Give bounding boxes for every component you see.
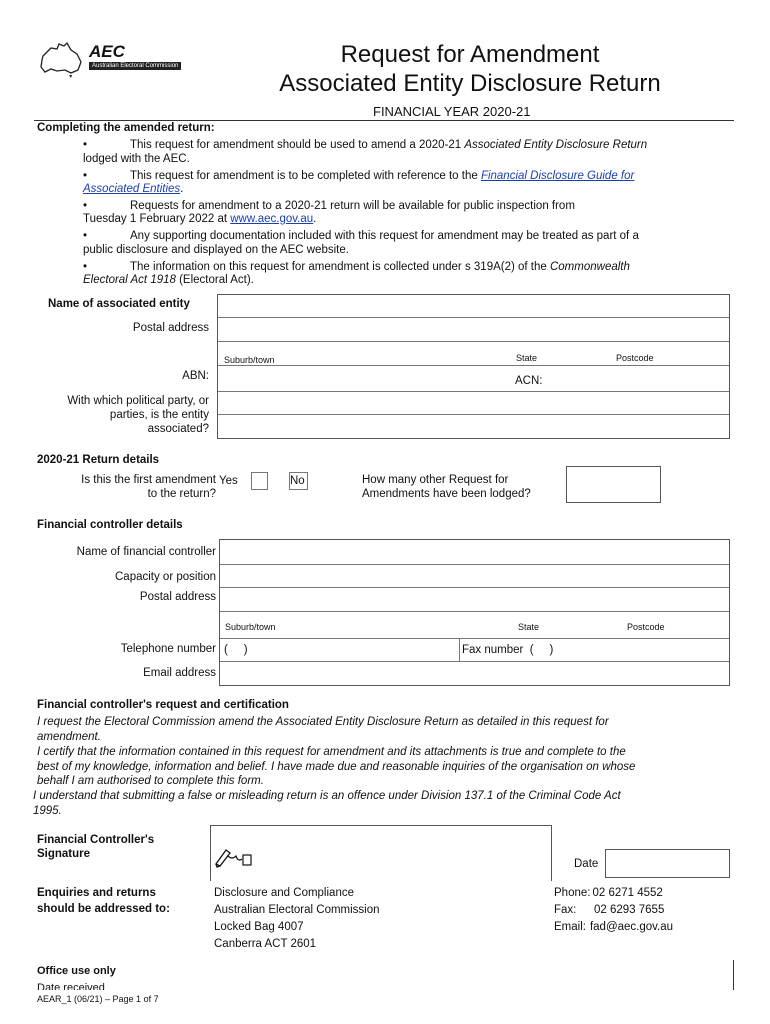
- date-label: Date: [574, 858, 599, 870]
- yes-checkbox[interactable]: [251, 472, 268, 490]
- cert-para-2: [37, 745, 737, 789]
- controller-heading: Financial controller details: [37, 519, 183, 531]
- bullet-4-cont: public disclosure and displayed on the AEC website.: [83, 244, 349, 256]
- acn-label: ACN:: [515, 375, 543, 387]
- bullet-dot: •: [83, 170, 88, 182]
- cert-p2-l2: best of my knowledge, information and belief. I have made due and reasonable inquiries of the organisation on whose: [37, 760, 636, 773]
- party-label-l1: With which political party, or: [67, 395, 209, 407]
- party-label-l3: associated?: [147, 423, 209, 435]
- signature-field[interactable]: [210, 825, 552, 881]
- title-line2: Associated Entity Disclosure Return: [279, 70, 661, 97]
- phone-value: 02 6271 4552: [592, 887, 663, 899]
- page-title: [240, 40, 700, 98]
- b4-text: Any supporting documentation included with this request for amendment may be treated as part of a: [130, 230, 639, 242]
- no-checkbox[interactable]: [289, 472, 308, 490]
- fax-row: [554, 902, 673, 919]
- b5-italic2: Electoral Act 1918: [83, 274, 176, 286]
- controller-name-label: Name of financial controller: [76, 546, 216, 558]
- state-label: State: [516, 353, 538, 363]
- bullet-dot: •: [83, 230, 88, 242]
- bullet-dot: •: [83, 139, 88, 151]
- b2-end: .: [180, 183, 184, 195]
- aec-website-link[interactable]: www.aec.gov.au: [230, 213, 314, 225]
- controller-form-grid: [219, 539, 730, 686]
- bullet-5-cont: [83, 273, 723, 288]
- bullet-3-cont: [83, 212, 723, 227]
- fax-label: Fax number ( ): [462, 644, 554, 656]
- enquiries-label: [37, 885, 170, 917]
- postcode-label: Postcode: [616, 353, 654, 363]
- signature-label-l2: Signature: [37, 848, 91, 860]
- entity-party-label: [30, 394, 209, 436]
- office-date-received-clip: [37, 981, 237, 990]
- enquiries-label-l1: Enquiries and returns: [37, 887, 156, 899]
- party-input[interactable]: [218, 391, 729, 415]
- australia-map-icon: [37, 40, 85, 78]
- signature-label-l1: Financial Controller's: [37, 834, 155, 846]
- controller-name-input[interactable]: [220, 540, 729, 565]
- first-label-l1: Is this the first amendment: [81, 474, 216, 486]
- phone-label: Phone:: [554, 887, 591, 899]
- party-input-2[interactable]: [218, 414, 729, 438]
- guide-link[interactable]: Financial Disclosure Guide for: [480, 170, 635, 182]
- controller-suburb-label: Suburb/town: [225, 622, 276, 632]
- b3-text: Requests for amendment to a 2020-21 return will be available for public inspection from: [130, 200, 575, 212]
- bullet-4: [83, 229, 723, 244]
- other-label-l2: Amendments have been lodged?: [362, 488, 531, 500]
- cert-p1-l2: amendment.: [37, 730, 101, 743]
- b3-end: .: [313, 213, 317, 225]
- address-line-2: Australian Electoral Commission: [214, 904, 380, 916]
- telephone-value: ( ): [224, 644, 248, 656]
- suburb-label: Suburb/town: [224, 355, 275, 365]
- controller-postcode-label: Postcode: [627, 622, 665, 632]
- address-line-1: Disclosure and Compliance: [214, 887, 354, 899]
- b1-text: This request for amendment should be used to amend a 2020-21: [130, 139, 465, 151]
- controller-postal-label: Postal address: [139, 591, 216, 603]
- controller-state-label: State: [518, 622, 540, 632]
- signature-label: [37, 833, 154, 861]
- controller-postal-input[interactable]: [220, 587, 729, 612]
- aec-logo: [37, 40, 202, 80]
- party-label-l2: parties, is the entity: [109, 409, 209, 421]
- office-box-edge: [733, 960, 734, 990]
- entity-postal-input[interactable]: [218, 317, 729, 342]
- cert-p3-l1: I understand that submitting a false or misleading return is an offence under Division 137.1 of the Criminal Code Act: [33, 790, 621, 802]
- telephone-input[interactable]: [220, 638, 460, 662]
- email-contact-label: Email:: [554, 921, 586, 933]
- enquiries-label-l2: should be addressed to:: [37, 903, 170, 915]
- bullet-1-cont: lodged with the AEC.: [83, 153, 190, 165]
- b5-text: The information on this request for amendment is collected under s 319A(2) of the: [130, 261, 550, 273]
- entity-form-grid: [217, 294, 730, 439]
- page-footer: AEAR_1 (06/21) – Page 1 of 7: [37, 994, 159, 1004]
- email-input[interactable]: [220, 661, 729, 685]
- other-amendments-label: [362, 473, 531, 501]
- cert-p2-l1: I certify that the information contained in this request for amendment and its attachments is true and complete to the: [37, 746, 626, 758]
- email-label: Email address: [143, 667, 216, 679]
- first-amendment-label: [40, 473, 216, 501]
- enquiries-address: [214, 885, 380, 953]
- title-line1: Request for Amendment: [340, 41, 600, 68]
- certification-heading: Financial controller's request and certification: [37, 699, 289, 711]
- b2-text: This request for amendment is to be completed with reference to the: [130, 170, 481, 182]
- address-line-4: Canberra ACT 2601: [214, 938, 317, 950]
- cert-para-1: [37, 715, 737, 744]
- entity-name-input[interactable]: [218, 295, 729, 318]
- cert-para-3: [33, 789, 733, 818]
- bullet-dot: •: [83, 200, 88, 212]
- b1-italic: Associated Entity Disclosure Return: [464, 139, 648, 151]
- header-divider: [34, 120, 734, 121]
- guide-link-cont[interactable]: Associated Entities: [83, 183, 181, 195]
- date-input[interactable]: [605, 849, 730, 878]
- bullet-2-cont: [83, 182, 723, 197]
- entity-abn-label: ABN:: [182, 370, 209, 382]
- fax-value: 02 6293 7655: [594, 904, 665, 916]
- b3-text2: Tuesday 1 February 2022 at: [83, 213, 231, 225]
- capacity-input[interactable]: [220, 564, 729, 588]
- office-use-heading: Office use only: [37, 965, 116, 977]
- entity-postal-label: Postal address: [132, 322, 209, 334]
- bullet-1: [83, 138, 723, 153]
- date-received-label: Date received: [37, 982, 105, 990]
- abn-input[interactable]: [218, 365, 729, 392]
- email-row: [554, 919, 673, 936]
- enquiries-contact: [554, 885, 673, 936]
- pen-signature-icon: [214, 846, 254, 868]
- entity-name-label: Name of associated entity: [48, 298, 190, 310]
- cert-p1-l1: I request the Electoral Commission amend the Associated Entity Disclosure Return as detailed in this request for: [37, 716, 609, 728]
- logo-subtitle: Australian Electoral Commission: [89, 62, 181, 70]
- yes-label: Yes: [219, 475, 238, 487]
- other-amendments-input[interactable]: [566, 466, 661, 503]
- telephone-label: Telephone number: [120, 643, 216, 655]
- capacity-label: Capacity or position: [115, 571, 216, 583]
- address-line-3: Locked Bag 4007: [214, 921, 304, 933]
- first-label-l2: to the return?: [147, 488, 216, 500]
- fax-contact-label: Fax:: [554, 904, 577, 916]
- phone-row: [554, 885, 673, 902]
- cert-p2-l3: behalf I am authorised to complete this form.: [37, 775, 264, 787]
- cert-p3-l2: 1995.: [33, 804, 62, 817]
- bullet-dot: •: [83, 261, 88, 273]
- logo-name: AEC: [89, 42, 125, 61]
- return-details-heading: 2020-21 Return details: [37, 454, 160, 466]
- intro-heading: Completing the amended return:: [37, 122, 215, 134]
- b5-end: (Electoral Act).: [175, 274, 254, 286]
- b5-italic: Commonwealth: [549, 261, 630, 273]
- other-label-l1: How many other Request for: [362, 474, 509, 486]
- email-value[interactable]: fad@aec.gov.au: [589, 921, 674, 933]
- financial-year: FINANCIAL YEAR 2020-21: [373, 104, 531, 119]
- no-label: No: [290, 475, 305, 487]
